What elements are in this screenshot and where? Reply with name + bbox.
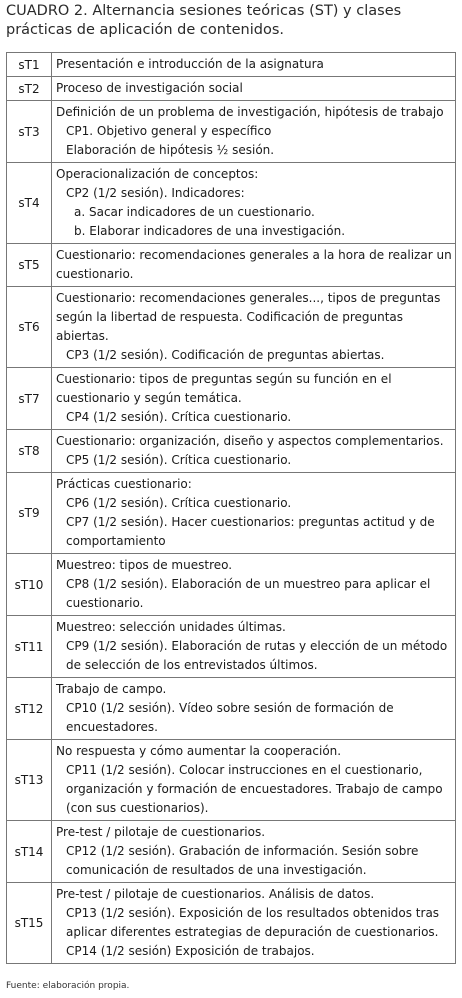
content-line: comunicación de resultados de una investigación. [66, 863, 367, 877]
content-line: Operacionalización de conceptos: [56, 167, 259, 181]
content-line: Prácticas cuestionario: [56, 477, 192, 491]
session-code: sT11 [7, 616, 52, 677]
content-line: CP14 (1/2 sesión) Exposición de trabajos. [66, 944, 315, 958]
session-content [52, 883, 443, 963]
caption-line-2: prácticas de aplicación de contenidos. [6, 22, 284, 38]
session-code: sT9 [7, 473, 52, 553]
table-caption [6, 2, 458, 40]
content-line: Muestreo: tipos de muestreo. [56, 558, 233, 572]
content-line: Definición de un problema de investigación, hipótesis de trabajo [56, 105, 444, 119]
content-line: CP6 (1/2 sesión). Crítica cuestionario. [66, 496, 292, 510]
session-content [52, 163, 349, 243]
session-content [52, 77, 247, 100]
session-content [52, 368, 396, 429]
content-line: CP10 (1/2 sesión). Vídeo sobre sesión de formación de [66, 701, 394, 715]
content-line: Elaboración de hipótesis ½ sesión. [66, 143, 275, 157]
content-line: CP9 (1/2 sesión). Elaboración de rutas y elección de un método [66, 639, 448, 653]
session-content [52, 244, 456, 286]
table-row [6, 473, 456, 554]
session-code: sT10 [7, 554, 52, 615]
session-code: sT3 [7, 101, 52, 162]
session-content [52, 740, 447, 820]
content-line: CP1. Objetivo general y específico [66, 124, 272, 138]
content-line: Cuestionario: recomendaciones generales..., tipos de preguntas [56, 291, 441, 305]
content-line: Pre-test / pilotaje de cuestionarios. [56, 825, 266, 839]
session-content [52, 53, 328, 76]
content-line: CP11 (1/2 sesión). Colocar instrucciones en el cuestionario, [66, 763, 423, 777]
content-line: Trabajo de campo. [56, 682, 167, 696]
content-line: Muestreo: selección unidades últimas. [56, 620, 286, 634]
content-line: CP3 (1/2 sesión). Codificación de preguntas abiertas. [66, 348, 385, 362]
table-row [6, 616, 456, 678]
table-row [6, 678, 456, 740]
content-line: No respuesta y cómo aumentar la cooperación. [56, 744, 342, 758]
caption-line-1: CUADRO 2. Alternancia sesiones teóricas (ST) y clases [6, 3, 402, 19]
content-line: según la libertad de respuesta. Codificación de preguntas [56, 310, 404, 324]
content-line: CP8 (1/2 sesión). Elaboración de un muestreo para aplicar el [66, 577, 431, 591]
session-code: sT8 [7, 430, 52, 472]
table-row [6, 554, 456, 616]
table-row [6, 101, 456, 163]
content-line: Cuestionario: tipos de preguntas según su función en el [56, 372, 392, 386]
table-row [6, 287, 456, 368]
session-code: sT2 [7, 77, 52, 100]
content-line: CP12 (1/2 sesión). Grabación de información. Sesión sobre [66, 844, 419, 858]
content-line: abiertas. [56, 329, 109, 343]
content-line: encuestadores. [66, 720, 158, 734]
content-line: cuestionario. [56, 267, 134, 281]
table-row [6, 163, 456, 244]
table-row [6, 430, 456, 473]
session-content [52, 430, 448, 472]
session-content [52, 554, 434, 615]
session-code: sT13 [7, 740, 52, 820]
session-code: sT1 [7, 53, 52, 76]
content-line: a. Sacar indicadores de un cuestionario. [74, 205, 315, 219]
content-line: Presentación e introducción de la asignatura [56, 57, 324, 71]
session-code: sT5 [7, 244, 52, 286]
content-line: cuestionario y según temática. [56, 391, 242, 405]
session-content [52, 821, 422, 882]
session-code: sT12 [7, 678, 52, 739]
content-line: aplicar diferentes estrategias de depuración de cuestionarios. [66, 925, 439, 939]
table-row [6, 883, 456, 964]
session-content [52, 101, 448, 162]
table-row [6, 77, 456, 101]
content-line: b. Elaborar indicadores de una investigación. [74, 224, 346, 238]
content-line: Pre-test / pilotaje de cuestionarios. Análisis de datos. [56, 887, 375, 901]
table-row [6, 244, 456, 287]
session-code: sT4 [7, 163, 52, 243]
content-line: Proceso de investigación social [56, 81, 243, 95]
content-line: cuestionario. [66, 596, 144, 610]
table-row [6, 821, 456, 883]
content-line: organización y formación de encuestadores. Trabajo de campo [66, 782, 443, 796]
session-content [52, 287, 444, 367]
source-note: Fuente: elaboración propia. [6, 981, 130, 991]
content-line: CP4 (1/2 sesión). Crítica cuestionario. [66, 410, 292, 424]
table-row [6, 53, 456, 77]
sessions-table [6, 52, 456, 964]
table-row [6, 740, 456, 821]
session-content [52, 616, 451, 677]
content-line: Cuestionario: recomendaciones generales a la hora de realizar un [56, 248, 452, 262]
content-line: comportamiento [66, 534, 166, 548]
content-line: de selección de los entrevistados últimos. [66, 658, 318, 672]
content-line: CP7 (1/2 sesión). Hacer cuestionarios: preguntas actitud y de [66, 515, 435, 529]
content-line: Cuestionario: organización, diseño y aspectos complementarios. [56, 434, 444, 448]
session-code: sT15 [7, 883, 52, 963]
content-line: CP5 (1/2 sesión). Crítica cuestionario. [66, 453, 292, 467]
session-content [52, 473, 439, 553]
session-code: sT14 [7, 821, 52, 882]
table-row [6, 368, 456, 430]
content-line: (con sus cuestionarios). [66, 801, 209, 815]
session-content [52, 678, 398, 739]
session-code: sT6 [7, 287, 52, 367]
session-code: sT7 [7, 368, 52, 429]
content-line: CP2 (1/2 sesión). Indicadores: [66, 186, 245, 200]
content-line: CP13 (1/2 sesión). Exposición de los resultados obtenidos tras [66, 906, 440, 920]
